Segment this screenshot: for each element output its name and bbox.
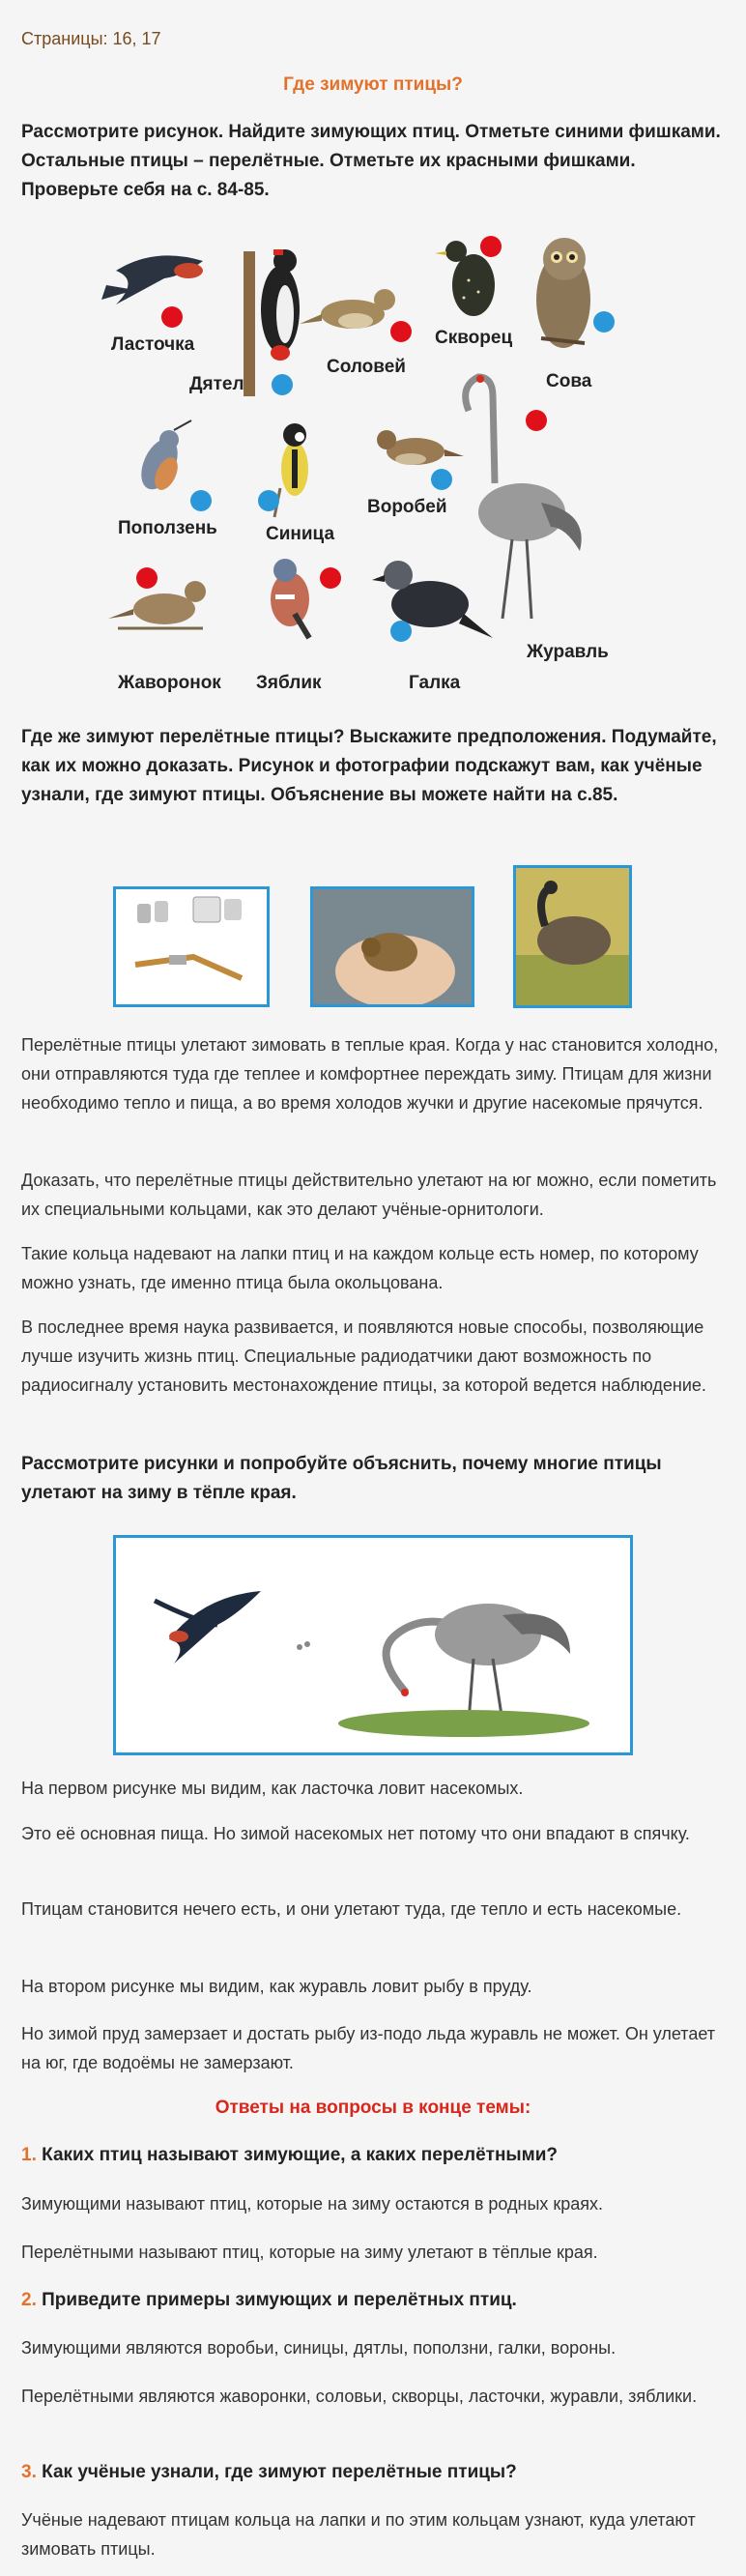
answer-3a: Учёные надевают птицам кольца на лапки и по этим кольцам узнают, куда улетают зимовать птицы. bbox=[21, 2510, 696, 2559]
jackdaw-illustration bbox=[372, 561, 493, 638]
question-text: Как учёные узнали, где зимуют перелётные птицы? bbox=[42, 2462, 517, 2482]
label-skvorets: Скворец bbox=[435, 328, 513, 348]
red-chip bbox=[480, 236, 502, 257]
crane-illustration bbox=[466, 375, 582, 619]
question-text: Каких птиц называют зимующие, а каких перелётными? bbox=[42, 2145, 558, 2165]
blue-chip bbox=[258, 490, 279, 511]
swallow-illustration bbox=[101, 255, 203, 304]
task-2: Где же зимуют перелётные птицы? Выскажите предположения. Подумайте, как их можно доказать. Рисунок и фотографии подскажут вам, как учёные узнали, где зимуют птицы. Объяснение вы можете найти на с.85. bbox=[21, 727, 717, 805]
label-galka: Галка bbox=[409, 673, 461, 693]
task-3: Рассмотрите рисунки и попробуйте объяснить, почему многие птицы улетают на зиму в тёпле края. bbox=[21, 1454, 662, 1503]
blue-chip bbox=[390, 621, 412, 642]
label-zhavoronok: Жаворонок bbox=[118, 673, 221, 693]
rings-photo bbox=[113, 886, 270, 1007]
label-zyablik: Зяблик bbox=[256, 673, 322, 693]
birds-figure bbox=[97, 232, 647, 715]
label-sinitsa: Синица bbox=[266, 524, 335, 544]
lark-illustration bbox=[108, 581, 206, 628]
red-chip bbox=[526, 410, 547, 431]
nuthatch-illustration bbox=[134, 420, 191, 495]
label-vorobey: Воробей bbox=[367, 497, 447, 517]
red-chip bbox=[390, 321, 412, 342]
question-number: 2. bbox=[21, 2290, 37, 2310]
goose-photo bbox=[513, 865, 632, 1008]
text-p4: В последнее время наука развивается, и появляются новые способы, позволяющие лучше изучить жизнь птиц. Специальные радиодатчики дают возможность по радиосигналу установить местонахождение птицы, за которой ведется наблюдение. bbox=[21, 1317, 706, 1395]
text2-p2: Это её основная пища. Но зимой насекомых нет потому что они впадают в спячку. bbox=[21, 1824, 690, 1843]
question-text: Приведите примеры зимующих и перелётных птиц. bbox=[42, 2290, 517, 2310]
label-solovey: Соловей bbox=[327, 357, 406, 377]
question-1 bbox=[21, 2141, 722, 2170]
answer-1b: Перелётными называют птиц, которые на зиму улетают в тёплые края. bbox=[21, 2243, 598, 2262]
task-1: Рассмотрите рисунок. Найдите зимующих птиц. Отметьте синими фишками. Остальные птицы – перелётные. Отметьте их красными фишками. Проверьте себя на с. 84-85. bbox=[21, 122, 721, 200]
nightingale-illustration bbox=[300, 289, 395, 329]
answer-1a: Зимующими называют птиц, которые на зиму остаются в родных краях. bbox=[21, 2194, 604, 2214]
pages-info: Страницы: 16, 17 bbox=[21, 29, 161, 48]
woodpecker-illustration bbox=[244, 249, 300, 396]
label-zhuravl: Журавль bbox=[527, 642, 609, 662]
owl-illustration bbox=[536, 238, 590, 348]
label-dyatel: Дятел bbox=[189, 374, 244, 394]
question-3 bbox=[21, 2458, 722, 2487]
label-popolzen: Поползень bbox=[118, 518, 217, 538]
blue-chip bbox=[593, 311, 615, 333]
text2-p5: Но зимой пруд замерзает и достать рыбу из-подо льда журавль не может. Он улетает на юг, где водоёмы не замерзают. bbox=[21, 2024, 715, 2072]
text-p3: Такие кольца надевают на лапки птиц и на каждом кольце есть номер, по которому можно узнать, где именно птица была окольцована. bbox=[21, 1244, 699, 1292]
chaffinch-illustration bbox=[271, 559, 309, 638]
text-p1: Перелётные птицы улетают зимовать в теплые края. Когда у нас становится холодно, они отправляются туда где теплее и комфортнее переждать зиму. Птицам для жизни необходимо тепло и пища, а во время холодов жучки и другие насекомые прячутся. bbox=[21, 1035, 719, 1113]
tit-illustration bbox=[274, 423, 308, 517]
answers-title: Ответы на вопросы в конце темы: bbox=[215, 2098, 531, 2118]
label-lastochka: Ласточка bbox=[111, 334, 195, 355]
blue-chip bbox=[431, 469, 452, 490]
text2-p4: На втором рисунке мы видим, как журавль ловит рыбу в пруду. bbox=[21, 1977, 532, 1996]
swallow-crane-figure bbox=[113, 1535, 633, 1755]
blue-chip bbox=[272, 374, 293, 395]
sparrow-illustration bbox=[377, 430, 464, 465]
label-sova: Сова bbox=[546, 371, 592, 391]
answer-2b: Перелётными являются жаворонки, соловьи, скворцы, ласточки, журавли, зяблики. bbox=[21, 2387, 698, 2406]
answer-2a: Зимующими являются воробьи, синицы, дятлы, поползни, галки, вороны. bbox=[21, 2338, 617, 2358]
red-chip bbox=[320, 567, 341, 589]
crane-illustration bbox=[387, 1604, 570, 1722]
red-chip bbox=[161, 306, 183, 328]
text2-p1: На первом рисунке мы видим, как ласточка ловит насекомых. bbox=[21, 1779, 524, 1798]
red-chip bbox=[136, 567, 158, 589]
page-title: Где зимуют птицы? bbox=[283, 74, 463, 95]
question-number: 1. bbox=[21, 2145, 37, 2165]
question-2 bbox=[21, 2286, 722, 2315]
text-p2: Доказать, что перелётные птицы действительно улетают на юг можно, если пометить их специальными кольцами, как это делают учёные-орнитологи. bbox=[21, 1171, 717, 1219]
swallow-illustration bbox=[155, 1591, 261, 1664]
blue-chip bbox=[190, 490, 212, 511]
hand-bird-photo bbox=[310, 886, 474, 1007]
question-number: 3. bbox=[21, 2462, 37, 2482]
text2-p3: Птицам становится нечего есть, и они улетают туда, где тепло и есть насекомые. bbox=[21, 1899, 682, 1919]
